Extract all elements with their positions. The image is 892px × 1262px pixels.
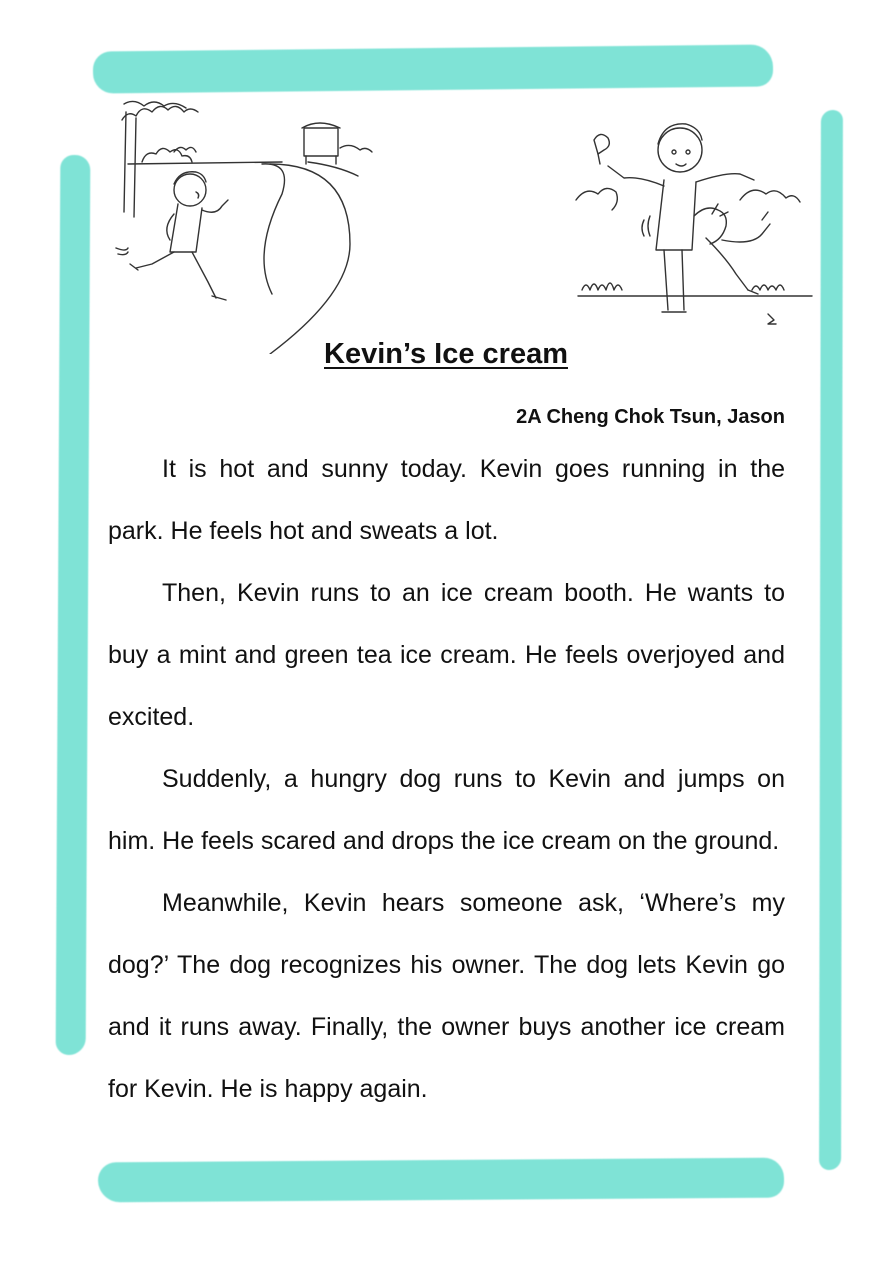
brush-stroke-left [56,155,91,1055]
brush-stroke-top [93,44,773,93]
brush-stroke-bottom [98,1158,784,1203]
paragraph-4: Meanwhile, Kevin hears someone ask, ‘Where’s my dog?’ The dog recognizes his owner. The dog lets Kevin go and it runs away. Finally, the owner buys another ice cream for Kevin. He is happy again. [108,889,785,1103]
paragraph-1: It is hot and sunny today. Kevin goes running in the park. He feels hot and sweats a lot. [108,455,785,545]
author-line: 2A Cheng Chok Tsun, Jason [516,406,785,428]
boy-running-in-park-illustration [112,92,377,354]
brush-stroke-right [819,110,843,1170]
paragraph-2: Then, Kevin runs to an ice cream booth. He wants to buy a mint and green tea ice cream. He feels overjoyed and excited. [108,579,785,731]
story-body [108,438,785,1120]
paragraph-3: Suddenly, a hungry dog runs to Kevin and jumps on him. He feels scared and drops the ice cream on the ground. [108,765,785,855]
story-title: Kevin’s Ice cream [324,338,568,370]
boy-with-dog-jumping-illustration [572,120,817,335]
